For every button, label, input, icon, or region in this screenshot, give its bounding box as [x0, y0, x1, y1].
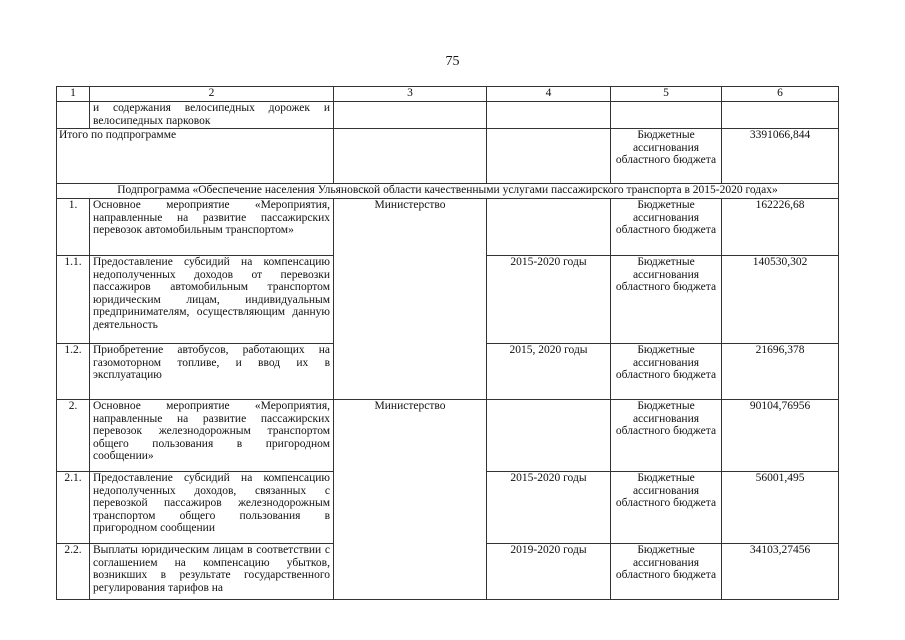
- funding-source: Бюджетные ассигнования областного бюджета: [611, 199, 722, 256]
- item-number: 2.1.: [57, 472, 90, 544]
- header-cell: 4: [487, 87, 611, 102]
- amount-cell: 90104,76956: [722, 400, 839, 472]
- period-cell: 2015-2020 годы: [487, 472, 611, 544]
- header-cell: 1: [57, 87, 90, 102]
- activity-description: Предоставление субсидий на компенсацию недополученных доходов, связанных с перевозкой пассажиров железнодорожным транспортом общего пользования в пригородном сообщении: [90, 472, 334, 544]
- item-number: 2.2.: [57, 544, 90, 600]
- total-label: Итого по подпрограмме: [57, 129, 334, 184]
- page-number: 75: [445, 54, 460, 69]
- executor-cell: Министерство: [334, 199, 487, 400]
- header-cell: 3: [334, 87, 487, 102]
- item-number: 1.2.: [57, 344, 90, 400]
- activity-description: Основное мероприятие «Мероприятия, направленные на развитие пассажирских перевозок автомобильным транспортом»: [90, 199, 334, 256]
- activity-description: Выплаты юридическим лицам в соответствии с соглашением на компенсацию убытков, возникших в результате государственного регулирования тарифов на: [90, 544, 334, 600]
- funding-source: Бюджетные ассигнования областного бюджета: [611, 544, 722, 600]
- table-row-total: [57, 129, 839, 184]
- amount-cell: 21696,378: [722, 344, 839, 400]
- table-row: [57, 400, 839, 472]
- header-cell: 2: [90, 87, 334, 102]
- activity-description: и содержания велосипедных дорожек и велосипедных парковок: [90, 102, 334, 129]
- executor-cell: Министерство: [334, 400, 487, 600]
- amount-cell: 162226,68: [722, 199, 839, 256]
- subprogram-row: [57, 184, 839, 199]
- period-cell: 2015-2020 годы: [487, 256, 611, 344]
- table-row: [57, 102, 839, 129]
- item-number: 1.: [57, 199, 90, 256]
- activity-description: Приобретение автобусов, работающих на газомоторном топливе, и ввод их в эксплуатацию: [90, 344, 334, 400]
- item-number: 2.: [57, 400, 90, 472]
- funding-source: Бюджетные ассигнования областного бюджета: [611, 472, 722, 544]
- funding-source: Бюджетные ассигнования областного бюджета: [611, 344, 722, 400]
- amount-cell: 140530,302: [722, 256, 839, 344]
- amount-cell: 3391066,844: [722, 129, 839, 184]
- header-cell: 6: [722, 87, 839, 102]
- period-cell: 2019-2020 годы: [487, 544, 611, 600]
- item-number: 1.1.: [57, 256, 90, 344]
- activity-description: Основное мероприятие «Мероприятия, направленные на развитие пассажирских перевозок железнодорожным транспортом общего пользования в пригородном сообщении»: [90, 400, 334, 472]
- period-cell: 2015, 2020 годы: [487, 344, 611, 400]
- funding-source: Бюджетные ассигнования областного бюджета: [611, 129, 722, 184]
- table-header-row: [57, 87, 839, 102]
- amount-cell: 34103,27456: [722, 544, 839, 600]
- activity-description: Предоставление субсидий на компенсацию недополученных доходов от перевозки пассажиров автомобильным транспортом юридическим лицам, индивидуальным предпринимателям, осуществляющим данную деятельность: [90, 256, 334, 344]
- amount-cell: 56001,495: [722, 472, 839, 544]
- funding-source: Бюджетные ассигнования областного бюджета: [611, 400, 722, 472]
- header-cell: 5: [611, 87, 722, 102]
- funding-source: Бюджетные ассигнования областного бюджета: [611, 256, 722, 344]
- subprogram-title: Подпрограмма «Обеспечение населения Ульяновской области качественными услугами пассажирского транспорта в 2015-2020 годах»: [57, 184, 839, 199]
- table-row: [57, 199, 839, 256]
- program-table: [56, 86, 839, 600]
